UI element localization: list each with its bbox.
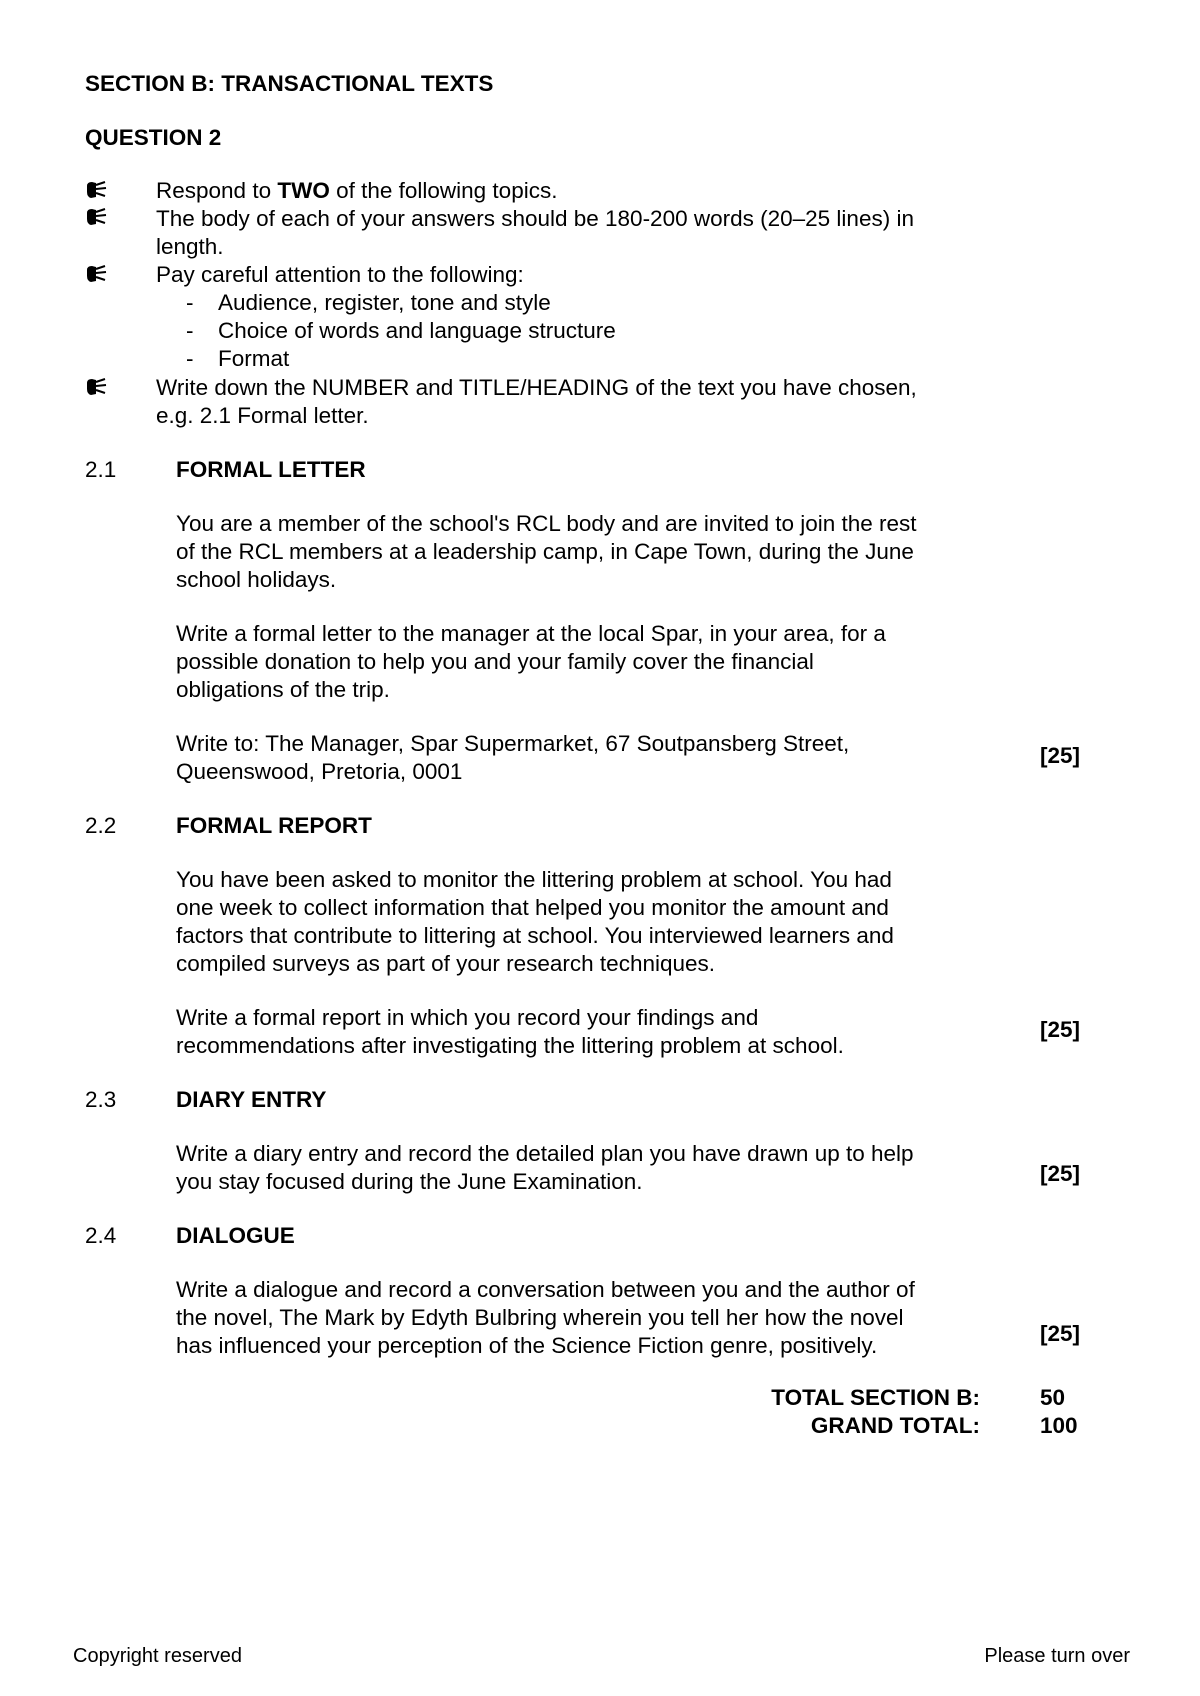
q21-title: FORMAL LETTER — [176, 457, 366, 482]
instruction-1: Respond to TWO of the following topics. — [156, 178, 558, 203]
q21-paragraph-3: Write to: The Manager, Spar Supermarket, 67 Soutpansberg Street, Queenswood, Pretoria, 0001 — [176, 731, 850, 784]
q21-marks: [25] — [1040, 743, 1081, 768]
dash-marker: - — [186, 346, 194, 371]
subitem-3: Format — [218, 346, 290, 371]
q24-paragraph-1: Write a dialogue and record a conversation between you and the author of the novel, The Mark by Edyth Bulbring wherein you tell her how the novel has influenced your perception of the Science Fiction genre, positively. — [176, 1277, 915, 1358]
q21-paragraph-1: You are a member of the school's RCL body and are invited to join the rest of the RCL members at a leadership camp, in Cape Town, during the June school holidays. — [176, 511, 917, 592]
footer-turn-over: Please turn over — [984, 1645, 1130, 1667]
q23-marks: [25] — [1040, 1161, 1081, 1186]
q22-title: FORMAL REPORT — [176, 813, 372, 838]
footer-copyright: Copyright reserved — [73, 1645, 242, 1667]
instruction-4-line2: e.g. 2.1 Formal letter. — [156, 403, 369, 428]
q23-number: 2.3 — [85, 1087, 117, 1112]
q24-number: 2.4 — [85, 1223, 117, 1248]
dash-marker: - — [186, 318, 194, 343]
grand-total-value: 100 — [1040, 1413, 1078, 1438]
instruction-2-line1: The body of each of your answers should be 180-200 words (20–25 lines) in — [156, 206, 914, 231]
dash-marker: - — [186, 290, 194, 315]
q23-paragraph-1: Write a diary entry and record the detailed plan you have drawn up to help you stay focused during the June Examination. — [176, 1141, 914, 1194]
bullet-hand-icon — [85, 377, 107, 397]
instruction-3: Pay careful attention to the following: — [156, 262, 524, 287]
q22-paragraph-2: Write a formal report in which you record your findings and recommendations after investigating the littering problem at school. — [176, 1005, 844, 1058]
q22-number: 2.2 — [85, 813, 117, 838]
q21-number: 2.1 — [85, 457, 117, 482]
subitem-2: Choice of words and language structure — [218, 318, 616, 343]
instruction-4-line1: Write down the NUMBER and TITLE/HEADING of the text you have chosen, — [156, 375, 917, 400]
bullet-hand-icon — [85, 207, 107, 227]
bullet-hand-icon — [85, 180, 107, 200]
q21-paragraph-2: Write a formal letter to the manager at the local Spar, in your area, for a possible donation to help you and your family cover the financial obligations of the trip. — [176, 621, 886, 702]
q23-title: DIARY ENTRY — [176, 1087, 327, 1112]
instruction-2-line2: length. — [156, 234, 224, 259]
q24-title: DIALOGUE — [176, 1223, 295, 1248]
section-title: SECTION B: TRANSACTIONAL TEXTS — [85, 71, 494, 96]
q22-marks: [25] — [1040, 1017, 1081, 1042]
question-title: QUESTION 2 — [85, 125, 222, 150]
q24-marks: [25] — [1040, 1321, 1081, 1346]
grand-total-label: GRAND TOTAL: — [810, 1413, 980, 1438]
total-section-label: TOTAL SECTION B: — [771, 1385, 980, 1410]
bullet-hand-icon — [85, 264, 107, 284]
subitem-1: Audience, register, tone and style — [218, 290, 551, 315]
total-section-value: 50 — [1040, 1385, 1066, 1410]
q22-paragraph-1: You have been asked to monitor the littering problem at school. You had one week to collect information that helped you monitor the amount and factors that contribute to littering at school. You interviewed learners and compiled surveys as part of your research techniques. — [176, 867, 894, 976]
